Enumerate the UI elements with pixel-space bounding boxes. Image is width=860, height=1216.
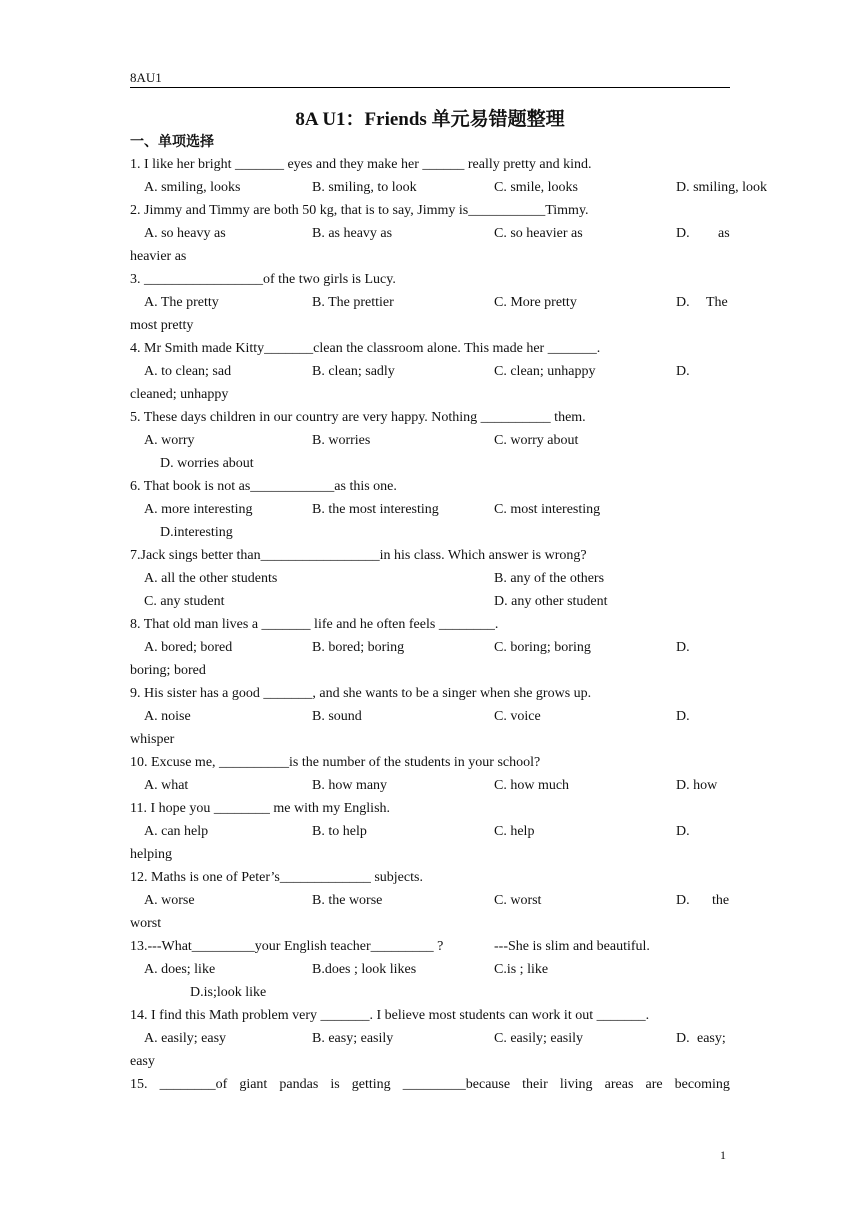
option-d-continued: boring; bored [130,663,206,678]
option-c: C. smile, looks [494,180,579,195]
section-heading: 一、单项选择 [130,135,214,150]
option-c: C. worst [494,893,542,908]
question-stem: 4. Mr Smith made Kitty_______clean the classroom alone. This made her _______. [130,341,601,356]
question-stem: 12. Maths is one of Peter’s_____________ subjects. [130,870,423,885]
option-a: A. can help [144,824,209,839]
option-b: B. how many [312,778,388,793]
option-d: D.is;look like [190,985,267,1000]
option-d-word: easy; [697,1031,726,1046]
option-b: B. worries [312,433,371,448]
option-d-word: as [718,226,730,241]
running-header: 8AU1 [130,70,162,85]
options-row [130,636,775,659]
option-a: A. The pretty [144,295,219,310]
page-title: 8A U1：Friends 单元易错题整理 [295,109,565,130]
option-d: D. how [676,778,718,793]
question-stem [130,1073,730,1096]
option-c: C. how much [494,778,570,793]
stem-word: giant [239,1077,268,1092]
stem-word: 15. [130,1077,148,1092]
question-list [130,153,775,1096]
stem-word: becoming [674,1077,730,1092]
option-a: A. all the other students [144,571,278,586]
option-d: D.interesting [160,525,233,540]
option-b: B. any of the others [494,571,605,586]
stem-word: their [522,1077,548,1092]
option-d-word: The [706,295,728,310]
option-b: B. clean; sadly [312,364,395,379]
options-row [130,567,775,590]
option-d-continued: heavier as [130,249,187,264]
option-d-continued: cleaned; unhappy [130,387,229,402]
options-row [130,222,775,245]
question-stem: 7.Jack sings better than_________________in his class. Which answer is wrong? [130,548,587,563]
option-c: C. most interesting [494,502,601,517]
option-d: D. [676,226,690,241]
option-b: B. easy; easily [312,1031,394,1046]
option-d: D. worries about [160,456,254,471]
option-c: C. clean; unhappy [494,364,596,379]
question-stem: 10. Excuse me, __________is the number of the students in your school? [130,755,541,770]
option-b: B. the worse [312,893,383,908]
question-stem: 6. That book is not as____________as this one. [130,479,397,494]
option-d: D. [676,1031,690,1046]
option-d: D. [676,640,690,655]
option-d: D. smiling, look [676,180,768,195]
option-b: B. bored; boring [312,640,405,655]
options-row [130,705,775,728]
option-c: C. worry about [494,433,579,448]
option-a: A. does; like [144,962,216,977]
options-row [130,774,775,797]
option-d: D. [676,893,690,908]
option-b: B. sound [312,709,362,724]
question-stem: 2. Jimmy and Timmy are both 50 kg, that is to say, Jimmy is___________Timmy. [130,203,589,218]
question-stem [130,935,775,958]
options-row [130,590,775,613]
question-stem: 5. These days children in our country are very happy. Nothing __________ them. [130,410,586,425]
option-b: B. to help [312,824,367,839]
option-a: A. bored; bored [144,640,233,655]
option-a: A. smiling, looks [144,180,241,195]
option-b: B. the most interesting [312,502,439,517]
option-a: A. so heavy as [144,226,226,241]
option-d-continued: whisper [130,732,175,747]
option-c: C.is ; like [494,962,549,977]
question-stem: 14. I find this Math problem very _______. I believe most students can work it out _______. [130,1008,650,1023]
option-b: B. smiling, to look [312,180,417,195]
option-d-word: the [712,893,730,908]
page-number: 1 [720,1148,726,1162]
option-c: C. easily; easily [494,1031,584,1046]
options-row [130,889,775,912]
option-a: A. what [144,778,189,793]
question-stem-part1: 13.---What_________your English teacher_________ ? [130,939,444,954]
option-c: C. voice [494,709,541,724]
option-d: D. [676,824,690,839]
option-b: B.does ; look likes [312,962,417,977]
stem-word: _________because [402,1077,511,1092]
stem-word: getting [351,1077,391,1092]
option-d: D. [676,709,690,724]
options-row [130,958,775,981]
option-a: A. worry [144,433,195,448]
option-d: D. [676,295,690,310]
option-b: B. as heavy as [312,226,393,241]
option-d: D. any other student [494,594,608,609]
options-row [130,291,775,314]
option-a: A. noise [144,709,191,724]
option-a: A. more interesting [144,502,253,517]
option-a: A. worse [144,893,195,908]
options-row [130,360,775,383]
option-d-continued: helping [130,847,172,862]
question-stem: 3. _________________of the two girls is Lucy. [130,272,396,287]
option-d-continued: easy [130,1054,155,1069]
options-row [130,1027,775,1050]
option-a: A. easily; easy [144,1031,227,1046]
stem-word: pandas [279,1077,319,1092]
options-row [130,498,775,521]
option-c: C. boring; boring [494,640,591,655]
option-c: C. so heavier as [494,226,583,241]
stem-word: areas [604,1077,634,1092]
option-c: C. any student [144,594,225,609]
option-d-continued: most pretty [130,318,194,333]
stem-word: living [559,1077,593,1092]
stem-word: ________of [159,1077,228,1092]
header-rule [130,87,730,88]
option-d-continued: worst [130,916,162,931]
question-stem: 11. I hope you ________ me with my English. [130,801,391,816]
options-row [130,176,775,199]
question-stem: 8. That old man lives a _______ life and he often feels ________. [130,617,499,632]
option-c: C. More pretty [494,295,577,310]
option-b: B. The prettier [312,295,394,310]
option-a: A. to clean; sad [144,364,232,379]
options-row [130,820,775,843]
question-stem-part2: ---She is slim and beautiful. [494,939,650,954]
option-d: D. [676,364,690,379]
question-stem: 1. I like her bright _______ eyes and they make her ______ really pretty and kind. [130,157,592,172]
question-stem: 9. His sister has a good _______, and she wants to be a singer when she grows up. [130,686,592,701]
stem-word: are [645,1077,663,1092]
stem-word: is [330,1077,340,1092]
options-row [130,429,775,452]
option-c: C. help [494,824,535,839]
